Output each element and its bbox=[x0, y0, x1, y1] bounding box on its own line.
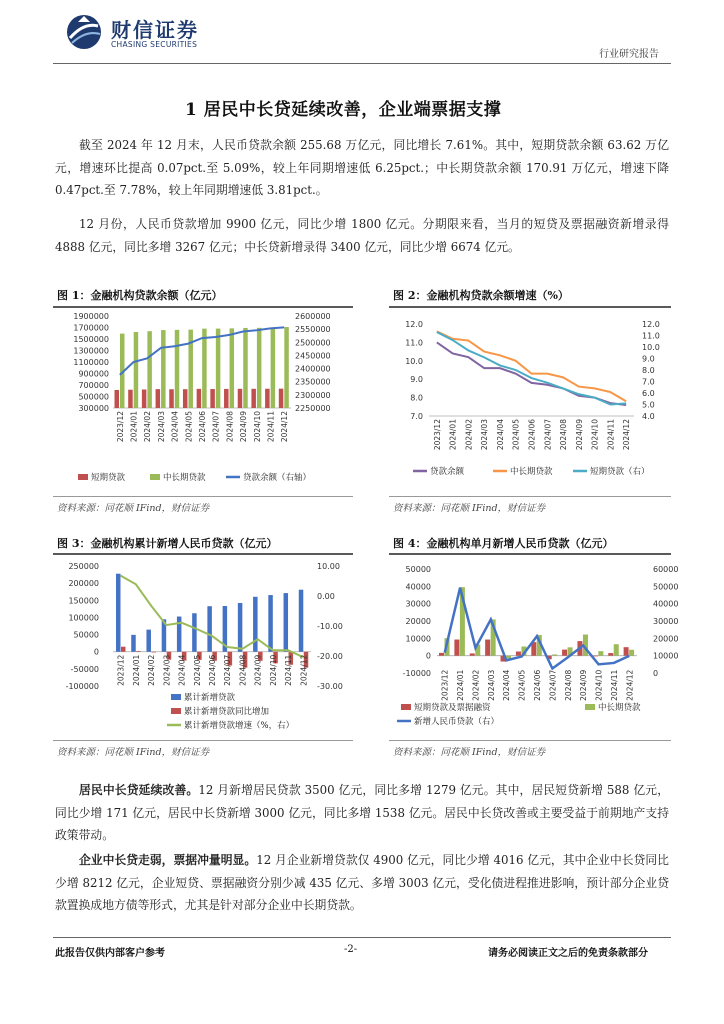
y-axis-tick: 1900000 bbox=[73, 312, 109, 321]
x-tick-label: 2024/09 bbox=[253, 654, 263, 686]
y-axis-tick: -100000 bbox=[65, 682, 99, 691]
y-axis-tick: 50000 bbox=[73, 630, 99, 640]
figure-3-top-rule bbox=[53, 553, 353, 555]
footer-disclaimer-right: 请务必阅读正文之后的免责条款部分 bbox=[488, 948, 648, 959]
chart-loan-balance bbox=[53, 308, 353, 495]
legend-label: 中长期贷款 bbox=[598, 703, 641, 713]
x-tick-label: 2024/11 bbox=[266, 411, 276, 443]
bar-short-term bbox=[128, 390, 133, 408]
y2-axis-tick: 8.0 bbox=[642, 366, 655, 375]
y-axis-tick: 500000 bbox=[78, 392, 109, 402]
bar-long-term bbox=[216, 329, 221, 408]
figure-3-bottom-rule bbox=[53, 740, 353, 741]
y-axis-tick: 1300000 bbox=[73, 346, 109, 356]
bar-long-term bbox=[243, 328, 248, 408]
y2-axis-tick: -10.00 bbox=[317, 622, 343, 631]
bar-cumulative-new bbox=[116, 574, 121, 652]
bar-long-term bbox=[147, 331, 152, 408]
y-axis-tick: 7.0 bbox=[410, 412, 423, 421]
y-axis-tick: 900000 bbox=[78, 369, 109, 379]
bar-long-term bbox=[629, 650, 634, 656]
bar-short-term-bills bbox=[593, 656, 598, 657]
y2-axis-tick: 12.0 bbox=[642, 320, 660, 329]
legend-swatch bbox=[150, 474, 160, 480]
x-tick-label: 2024/05 bbox=[192, 654, 202, 686]
bar-short-term-bills bbox=[439, 653, 444, 656]
bar-yoy-change bbox=[151, 652, 156, 653]
y-axis-tick: 0 bbox=[93, 647, 99, 657]
x-tick-label: 2024/07 bbox=[548, 669, 558, 701]
bar-cumulative-new bbox=[207, 606, 212, 651]
bar-cumulative-new bbox=[192, 613, 197, 651]
bar-cumulative-new bbox=[253, 597, 257, 652]
bar-cumulative-new bbox=[238, 603, 243, 652]
paragraph-corporate-loans-lead: 企业中长贷走弱，票据冲量明显。 bbox=[79, 853, 257, 867]
bar-short-term bbox=[169, 389, 174, 408]
x-tick-label: 2023/12 bbox=[432, 419, 442, 451]
x-tick-label: 2024/03 bbox=[156, 411, 166, 443]
y2-axis-tick: 10.00 bbox=[317, 562, 340, 571]
legend-swatch bbox=[171, 694, 181, 700]
y-axis-tick: 700000 bbox=[78, 381, 109, 390]
y2-axis-tick: 7.0 bbox=[642, 377, 655, 387]
y-axis-tick: 12.0 bbox=[405, 320, 423, 329]
y2-axis-tick: 2350000 bbox=[295, 377, 331, 387]
legend-label: 贷款余额 bbox=[430, 467, 465, 477]
x-tick-label: 2023/12 bbox=[116, 654, 126, 686]
x-tick-label: 2024/04 bbox=[170, 411, 180, 443]
y-axis-tick: 200000 bbox=[68, 579, 99, 589]
bar-short-term bbox=[115, 390, 120, 408]
x-tick-label: 2024/02 bbox=[147, 654, 157, 686]
x-tick-label: 2024/07 bbox=[211, 411, 221, 443]
legend-swatch bbox=[78, 474, 88, 480]
x-tick-label: 2024/09 bbox=[239, 411, 249, 443]
x-tick-label: 2024/05 bbox=[517, 669, 527, 701]
x-tick-label: 2024/03 bbox=[480, 419, 490, 451]
paragraph-loan-balance: 截至 2024 年 12 月末，人民币贷款余额 255.68 万亿元，同比增长 7.61%。其中，短期贷款余额 63.62 万亿元，增速环比提高 0.07pct.至 5.09%，较上年同期增速低 6.25pct.；中长期贷款余额 170.91 万亿元，增速下降 0.47pct.至 7.78%，较上年同期增速低 3.81pct.。 bbox=[55, 138, 669, 197]
x-tick-label: 2024/12 bbox=[299, 654, 309, 686]
bar-short-term-bills bbox=[485, 640, 490, 656]
y2-axis-tick: 0.00 bbox=[317, 592, 335, 601]
y-axis-tick: 9.0 bbox=[410, 375, 423, 385]
y2-axis-tick: 2500000 bbox=[295, 338, 331, 348]
y2-axis-tick: 2600000 bbox=[295, 312, 331, 321]
figure-4-top-rule bbox=[389, 553, 671, 555]
legend-label: 中长期贷款 bbox=[510, 467, 553, 477]
bar-short-term bbox=[279, 389, 284, 408]
bar-short-term bbox=[210, 389, 215, 408]
bar-long-term bbox=[134, 332, 139, 408]
x-tick-label: 2024/08 bbox=[559, 419, 569, 451]
header-divider bbox=[53, 63, 671, 64]
legend-label: 短期贷款 bbox=[91, 473, 126, 483]
legend-label: 新增人民币贷款（右） bbox=[414, 717, 500, 727]
y-axis-tick: 50000 bbox=[405, 565, 431, 574]
y2-axis-tick: 0 bbox=[653, 669, 659, 678]
y2-axis-tick: 2550000 bbox=[295, 325, 331, 335]
x-tick-label: 2024/10 bbox=[594, 669, 604, 701]
y2-axis-tick: 30000 bbox=[653, 617, 679, 626]
bar-short-term-bills bbox=[454, 640, 459, 656]
y2-axis-tick: 11.0 bbox=[642, 331, 660, 341]
x-tick-label: 2024/07 bbox=[543, 419, 553, 451]
y2-axis-tick: 20000 bbox=[653, 634, 679, 644]
y-axis-tick: 10000 bbox=[405, 634, 431, 644]
x-tick-label: 2024/08 bbox=[225, 411, 235, 443]
brand-name-en: CHASING SECURITIES bbox=[111, 40, 198, 49]
bar-short-term bbox=[183, 389, 188, 408]
figure-2-bottom-rule bbox=[389, 496, 671, 497]
chart-monthly-new-loans bbox=[389, 556, 679, 738]
figure-1-bottom-rule bbox=[53, 496, 353, 497]
figure-4-bottom-rule bbox=[389, 740, 671, 741]
legend-label: 短期贷款（右） bbox=[590, 467, 650, 477]
y2-axis-tick: 5.0 bbox=[642, 400, 655, 410]
y-axis-tick: 100000 bbox=[68, 613, 99, 623]
bar-long-term bbox=[175, 330, 180, 408]
chart-loan-growth bbox=[389, 308, 671, 495]
y2-axis-tick: 50000 bbox=[653, 582, 679, 592]
bar-long-term bbox=[506, 656, 511, 659]
x-tick-label: 2024/11 bbox=[284, 654, 294, 686]
x-tick-label: 2024/08 bbox=[238, 654, 248, 686]
y2-axis-tick: 10.0 bbox=[642, 343, 660, 352]
legend-swatch bbox=[401, 704, 411, 710]
paragraph-corporate-loans-body: 12 月企业新增贷款仅 4900 亿元，同比少增 4016 亿元，其中企业中长贷同比少增 8212 亿元，企业短贷、票据融资分别少减 435 亿元、多增 3003 亿元，受化债进程推进影响，预计部分企业贷款置换成地方债等形式，尤其是针对部分企业中长期贷款。 bbox=[55, 853, 669, 912]
bar-short-term-bills bbox=[608, 653, 613, 656]
y-axis-tick: 8.0 bbox=[410, 393, 423, 403]
bar-short-term-bills bbox=[562, 650, 567, 656]
x-tick-label: 2024/11 bbox=[606, 419, 616, 451]
paragraph-household-loans bbox=[55, 779, 669, 847]
x-tick-label: 2024/09 bbox=[579, 669, 589, 701]
brand-name-cn: 财信证券 bbox=[111, 18, 199, 42]
x-tick-label: 2024/09 bbox=[574, 419, 584, 451]
bar-short-term bbox=[238, 389, 243, 408]
x-tick-label: 2023/12 bbox=[440, 669, 450, 701]
y-axis-tick: 150000 bbox=[68, 596, 99, 606]
y2-axis-tick: 2300000 bbox=[295, 390, 331, 400]
x-tick-label: 2024/08 bbox=[563, 669, 573, 701]
bar-long-term bbox=[161, 330, 166, 408]
x-tick-label: 2024/06 bbox=[198, 411, 207, 443]
y-axis-tick: 250000 bbox=[68, 562, 99, 571]
bar-long-term bbox=[598, 651, 603, 656]
y2-axis-tick: 2400000 bbox=[295, 364, 331, 374]
x-tick-label: 2024/01 bbox=[448, 419, 458, 451]
y2-axis-tick: -20.00 bbox=[317, 652, 343, 661]
y-axis-tick: 10.0 bbox=[405, 356, 423, 366]
figure-2-source: 资料来源：同花顺 IFind，财信证券 bbox=[393, 503, 546, 514]
x-tick-label: 2024/05 bbox=[184, 411, 194, 443]
y2-axis-tick: -30.00 bbox=[317, 682, 343, 691]
figure-2-title: 图 2：金融机构贷款余额增速（%） bbox=[393, 289, 569, 302]
x-tick-label: 2024/06 bbox=[527, 419, 537, 451]
x-tick-label: 2024/11 bbox=[609, 669, 619, 701]
legend-label: 短期贷款及票据融资 bbox=[414, 703, 491, 713]
x-tick-label: 2024/04 bbox=[177, 654, 187, 686]
figure-1-source: 资料来源：同花顺 IFind，财信证券 bbox=[57, 503, 210, 514]
y-axis-tick: 30000 bbox=[405, 599, 431, 609]
bar-long-term bbox=[614, 644, 619, 655]
bar-cumulative-new bbox=[299, 590, 304, 652]
y-axis-tick: 1100000 bbox=[73, 358, 109, 367]
x-tick-label: 2023/12 bbox=[115, 411, 125, 443]
x-tick-label: 2024/03 bbox=[162, 654, 172, 686]
paragraph-household-loans-body: 12 月新增居民贷款 3500 亿元，同比多增 1279 亿元。其中，居民短贷新增 588 亿元，同比少增 171 亿元，居民中长贷新增 3000 亿元，同比多增 1538 亿元。居民中长贷改善或主要受益于前期地产支持政策带动。 bbox=[55, 783, 669, 842]
bar-short-term bbox=[197, 389, 202, 408]
figure-4-source: 资料来源：同花顺 IFind，财信证券 bbox=[393, 747, 546, 758]
bar-short-term bbox=[265, 389, 270, 408]
x-tick-label: 2024/01 bbox=[129, 411, 139, 443]
legend-label: 累计新增贷款 bbox=[184, 693, 236, 703]
bar-short-term-bills bbox=[624, 647, 629, 655]
section-title: 1 居民中长贷延续改善，企业端票据支撑 bbox=[185, 100, 502, 120]
bar-short-term bbox=[224, 389, 229, 408]
x-tick-label: 2024/01 bbox=[456, 669, 466, 701]
y-axis-tick: -10000 bbox=[402, 669, 431, 678]
bar-short-term bbox=[156, 389, 161, 408]
line-growth-2 bbox=[437, 332, 626, 404]
x-tick-label: 2024/12 bbox=[622, 419, 632, 451]
x-tick-label: 2024/06 bbox=[208, 654, 217, 686]
legend-swatch bbox=[585, 704, 595, 710]
legend-label: 累计新增贷款增速（%，右） bbox=[184, 721, 295, 731]
bar-cumulative-new bbox=[268, 595, 273, 652]
y-axis-tick: 11.0 bbox=[405, 338, 423, 348]
bar-yoy-change bbox=[136, 651, 141, 652]
y2-axis-tick: 40000 bbox=[653, 599, 679, 609]
y2-axis-tick: 2450000 bbox=[295, 351, 331, 361]
x-tick-label: 2024/04 bbox=[495, 419, 505, 451]
x-tick-label: 2024/06 bbox=[533, 669, 542, 701]
paragraph-december-loans: 12 月份，人民币贷款增加 9900 亿元，同比少增 1800 亿元。分期限来看，当月的短贷及票据融资新增录得 4888 亿元，同比多增 3267 亿元；中长贷新增录得 3400 亿元，同比少增 6674 亿元。 bbox=[55, 217, 669, 254]
line-growth-1 bbox=[437, 331, 626, 401]
figure-3-source: 资料来源：同花顺 IFind，财信证券 bbox=[57, 747, 210, 758]
x-tick-label: 2024/10 bbox=[590, 419, 600, 451]
y2-axis-tick: 10000 bbox=[653, 651, 679, 661]
y-axis-tick: -50000 bbox=[70, 664, 99, 674]
bar-cumulative-new bbox=[284, 593, 289, 652]
footer-disclaimer-left: 此报告仅供内部客户参考 bbox=[55, 948, 165, 959]
legend-swatch bbox=[171, 708, 181, 714]
bar-short-term-bills bbox=[516, 652, 521, 656]
x-tick-label: 2024/01 bbox=[131, 654, 141, 686]
bar-long-term bbox=[271, 328, 276, 409]
figure-3-title: 图 3：金融机构累计新增人民币贷款（亿元） bbox=[57, 537, 278, 550]
paragraph-corporate-loans bbox=[55, 849, 669, 917]
figure-4-title: 图 4：金融机构单月新增人民币贷款（亿元） bbox=[393, 537, 614, 550]
x-tick-label: 2024/10 bbox=[252, 411, 262, 443]
figure-1-title: 图 1：金融机构贷款余额（亿元） bbox=[57, 289, 223, 302]
x-tick-label: 2024/04 bbox=[502, 669, 512, 701]
bar-long-term bbox=[552, 654, 557, 655]
y2-axis-tick: 4.0 bbox=[642, 412, 655, 421]
y2-axis-tick: 6.0 bbox=[642, 389, 655, 398]
bar-short-term bbox=[251, 389, 256, 408]
legend-label: 贷款余额（右轴） bbox=[243, 473, 312, 483]
bar-cumulative-new bbox=[146, 630, 151, 652]
bar-yoy-change bbox=[121, 647, 126, 652]
bar-long-term bbox=[284, 327, 289, 408]
x-tick-label: 2024/12 bbox=[280, 411, 290, 443]
bar-long-term bbox=[202, 329, 207, 408]
line-monthly-new bbox=[445, 588, 630, 669]
x-tick-label: 2024/03 bbox=[486, 669, 496, 701]
y2-axis-tick: 2250000 bbox=[295, 404, 331, 413]
y-axis-tick: 0 bbox=[425, 651, 431, 661]
y-axis-tick: 20000 bbox=[405, 617, 431, 626]
x-tick-label: 2024/02 bbox=[143, 411, 153, 443]
y2-axis-tick: 60000 bbox=[653, 565, 679, 574]
legend-label: 累计新增贷款同比增加 bbox=[184, 707, 270, 717]
bar-long-term bbox=[257, 328, 262, 408]
x-tick-label: 2024/02 bbox=[471, 669, 481, 701]
bar-cumulative-new bbox=[131, 635, 136, 652]
chart-cumulative-new-loans bbox=[53, 556, 353, 738]
bar-short-term-bills bbox=[470, 653, 475, 655]
footer-divider bbox=[53, 937, 671, 938]
x-tick-label: 2024/10 bbox=[268, 654, 278, 686]
x-tick-label: 2024/05 bbox=[511, 419, 521, 451]
x-tick-label: 2024/02 bbox=[464, 419, 474, 451]
x-tick-label: 2024/07 bbox=[223, 654, 233, 686]
bar-long-term bbox=[230, 328, 235, 408]
y-axis-tick: 300000 bbox=[78, 404, 109, 413]
x-tick-label: 2024/12 bbox=[625, 669, 635, 701]
y2-axis-tick: 9.0 bbox=[642, 354, 655, 364]
paragraph-household-loans-lead: 居民中长贷延续改善。 bbox=[79, 783, 199, 797]
page-number: -2- bbox=[344, 944, 358, 955]
y-axis-tick: 1500000 bbox=[73, 335, 109, 344]
bar-short-term bbox=[142, 389, 147, 408]
y-axis-tick: 1700000 bbox=[73, 323, 109, 333]
report-type-label: 行业研究报告 bbox=[599, 49, 659, 60]
y-axis-tick: 40000 bbox=[405, 582, 431, 592]
legend-label: 中长期贷款 bbox=[163, 473, 206, 483]
